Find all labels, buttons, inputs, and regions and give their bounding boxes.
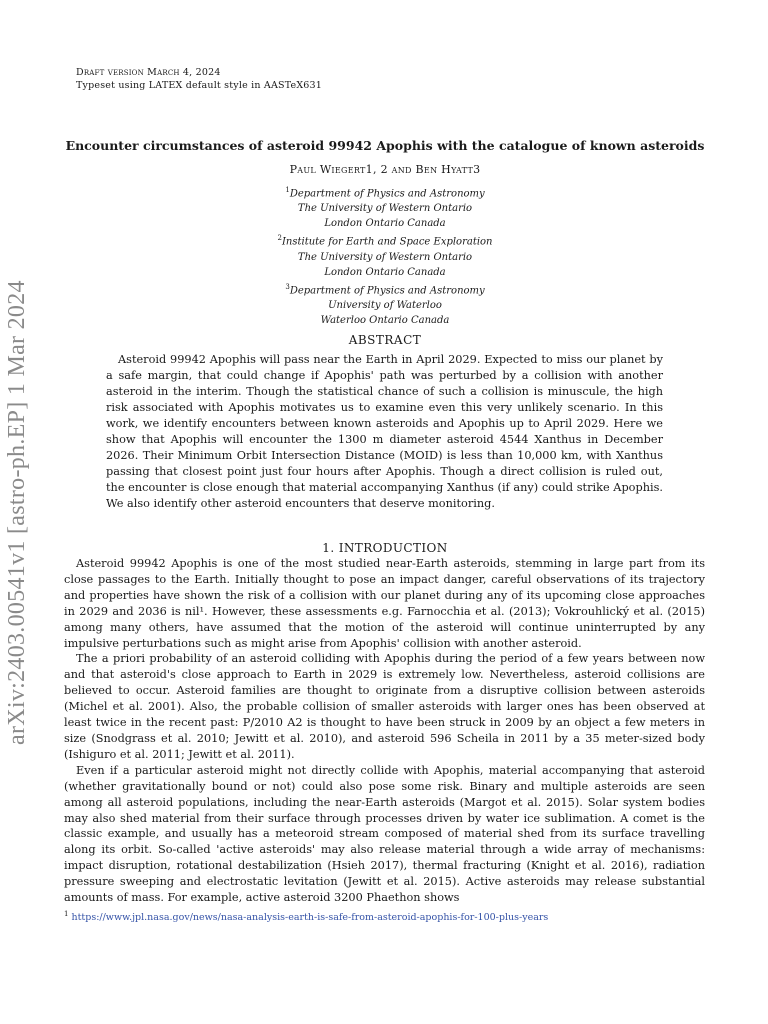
- footnote: [64, 910, 705, 923]
- abstract-text: Asteroid 99942 Apophis will pass near the Earth in April 2029. Expected to miss our planet by a safe margin, that could change if Apophis' path was perturbed by a collision with another asteroid in the interim. Though the statistical chance of such a collision is minuscule, the high risk associated with Apophis motivates us to examine even this very unlikely scenario. In this work, we identify encounters between known asteroids and Apophis up to April 2029. Here we show that Apophis will encounter the 1300 m diameter asteroid 4544 Xanthus in December 2026. Their Minimum Orbit Intersection Distance (MOID) is less than 10,000 km, with Xanthus passing that closest point just four hours after Apophis. Though a direct collision is ruled out, the encounter is close enough that material accompanying Xanthus (if any) could strike Apophis. We also identify other asteroid encounters that deserve monitoring.: [106, 353, 663, 510]
- introduction-body: [64, 556, 705, 906]
- section-heading-introduction: 1. INTRODUCTION: [322, 541, 448, 555]
- footnote-link[interactable]: https://www.jpl.nasa.gov/news/nasa-analysis-earth-is-safe-from-asteroid-apophis-for-100-plus-years: [71, 912, 549, 924]
- arxiv-identifier-stamp: arXiv:2403.00541v1 [astro-ph.EP] 1 Mar 2024: [4, 280, 30, 745]
- draft-version: Draft version March 4, 2024: [76, 67, 221, 78]
- affiliations: [40, 183, 730, 328]
- abstract-heading: ABSTRACT: [348, 333, 422, 347]
- paragraph-3: Even if a particular asteroid might not directly collide with Apophis, material accompanying that asteroid (whether gravitationally bound or not) could also pose some risk. Binary and multiple asteroids are seen among all asteroid populations, including the near-Earth asteroids (Margot et al. 2015). Solar system bodies may also shed material from their surface through processes driven by water ice sublimation. A comet is the classic example, and usually has a meteoroid stream composed of material shed from its surface travelling along its orbit. So-called 'active asteroids' may also release material through a wide array of mechanisms: impact disruption, rotational destabilization (Hsieh 2017), thermal fracturing (Knight et al. 2016), radiation pressure sweeping and electrostatic levitation (Jewitt et al. 2015). Active asteroids may release substantial amounts of mass. For example, active asteroid 3200 Phaethon shows: [64, 763, 705, 905]
- footnote-marker: 1: [64, 910, 69, 918]
- paper-authors: Paul Wiegert1, 2 and Ben Hyatt3: [289, 163, 481, 176]
- paragraph-1: Asteroid 99942 Apophis is one of the most studied near-Earth asteroids, stemming in large part from its close passages to the Earth. Initially thought to pose an impact danger, careful observations of its trajectory and properties have shown the risk of a collision with our planet during any of its upcoming close approaches in 2029 and 2036 is nil¹. However, these assessments e.g. Farnocchia et al. (2013); Vokrouhlický et al. (2015) among many others, have assumed that the motion of the asteroid will continue uninterrupted by any impulsive perturbations such as might arise from Apophis' collision with another asteroid.: [64, 557, 705, 650]
- affiliation-2: $^2$Institute for Earth and Space Exploration The University of Western Ontario London Ontario Canada: [277, 234, 493, 278]
- paper-title: Encounter circumstances of asteroid 99942 Apophis with the catalogue of known asteroids: [65, 138, 705, 153]
- affiliation-1: $^1$Department of Physics and Astronomy The University of Western Ontario London Ontario Canada: [285, 186, 485, 230]
- draft-header: [76, 66, 322, 92]
- typeset-note: Typeset using LATEX default style in AASTeX631: [76, 80, 323, 91]
- paragraph-2: The a priori probability of an asteroid colliding with Apophis during the period of a few years between now and that asteroid's close approach to Earth in 2029 is extremely low. Nevertheless, asteroid collisions are believed to occur. Asteroid families are thought to originate from a disruptive collision between asteroids (Michel et al. 2001). Also, the probable collision of smaller asteroids with larger ones has been observed at least twice in the recent past: P/2010 A2 is thought to have been struck in 2009 by an object a few meters in size (Snodgrass et al. 2010; Jewitt et al. 2010), and asteroid 596 Scheila in 2011 by a 35 meter-sized body (Ishiguro et al. 2011; Jewitt et al. 2011).: [64, 652, 705, 761]
- affiliation-3: $^3$Department of Physics and Astronomy University of Waterloo Waterloo Ontario Canada: [285, 282, 485, 326]
